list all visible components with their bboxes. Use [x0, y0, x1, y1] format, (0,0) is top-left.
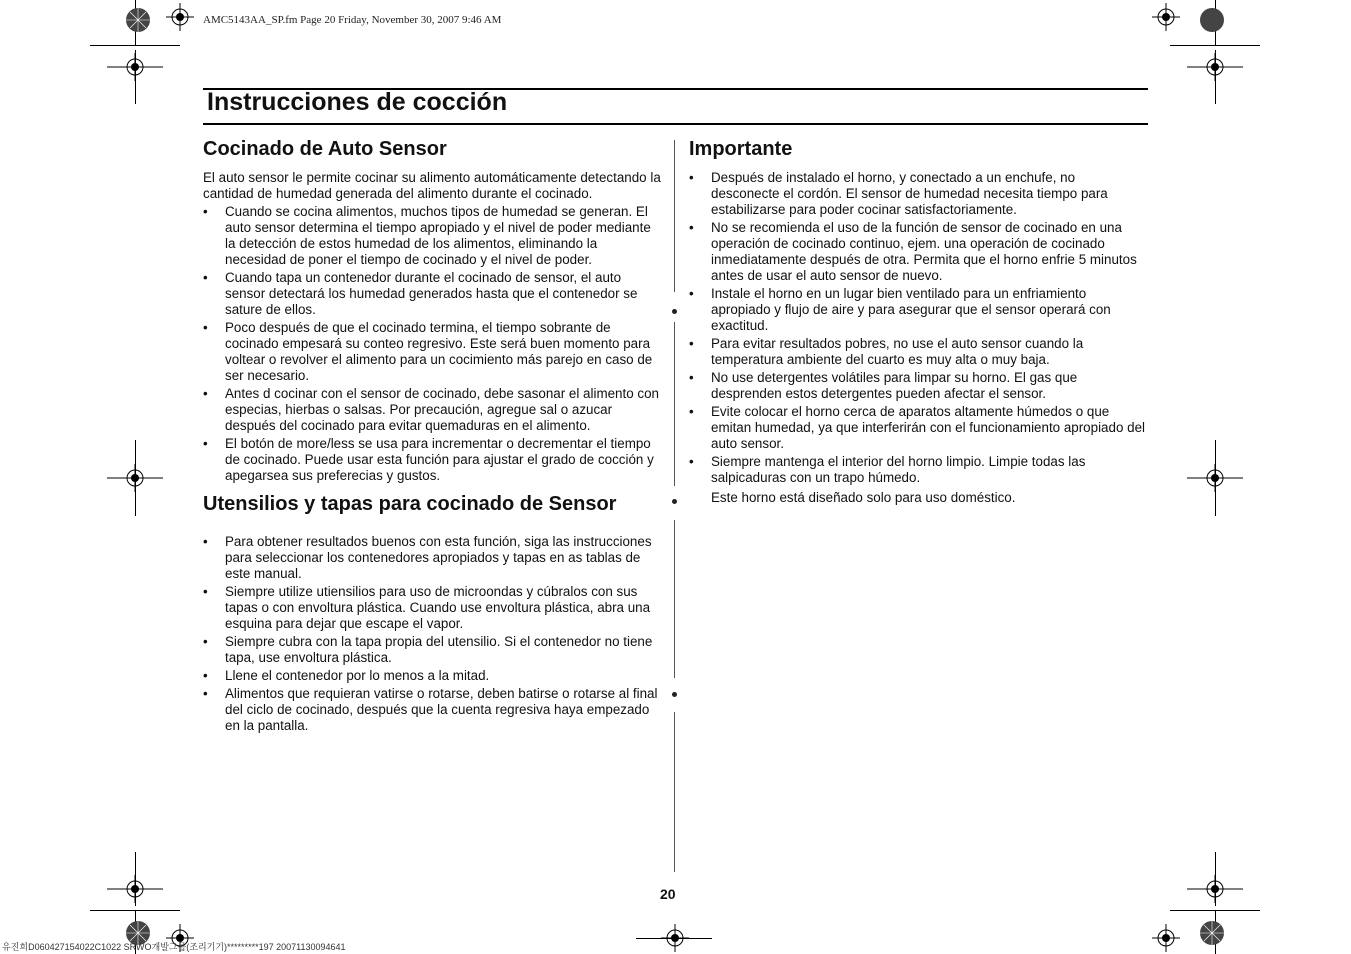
divider-dot: [672, 309, 677, 314]
list-item: • Poco después de que el cocinado termina, el tiempo sobrante de cocinado empesará su conteo regresivo. Este será buen momento para voltear o revolver el alimento para un cocimiento más parejo en caso de ser necesario.: [203, 320, 653, 383]
column-divider: [674, 140, 675, 292]
list-item: • Cuando se cocina alimentos, muchos tipos de humedad se generan. El auto sensor determina el tiempo apropiado y el nivel de poder mediante la detección de estos humedad de los alimentos, eliminando la necesidad de poner el tiempo de cocinado y el nivel de poder.: [203, 204, 651, 267]
bullet-icon: •: [689, 404, 694, 419]
domestic-use-note: Este horno está diseñado solo para uso doméstico.: [711, 490, 1016, 505]
auto-sensor-intro: El auto sensor le permite cocinar su alimento automáticamente detectando la cantidad de humedad generada del alimento durante el cocinado.: [203, 170, 661, 201]
bullet-icon: •: [689, 370, 694, 385]
list-item: • Evite colocar el horno cerca de aparatos altamente húmedos o que emitan humedad, ya que interferirán con el funcionamiento apropiado del auto sensor.: [689, 404, 1145, 451]
bullet-icon: •: [203, 534, 208, 549]
list-item: • El botón de more/less se usa para incrementar o decrementar el tiempo de cocinado. Puede usar esta función para ajustar el grado de cocción y apegarsea sus preferecias y gustos.: [203, 436, 654, 483]
list-item: • Para evitar resultados pobres, no use el auto sensor cuando la temperatura ambiente del cuarto es muy alta o muy baja.: [689, 336, 1084, 367]
bullet-icon: •: [203, 668, 208, 683]
list-item: • Llene el contenedor por lo menos a la mitad.: [203, 668, 490, 683]
importante-list: [689, 170, 1147, 486]
bullet-icon: •: [689, 454, 694, 469]
list-item: • Siempre utilize utiensilios para uso de microondas y cúbralos con sus tapas o con envoltura plástica. Cuando use envoltura plástica, abra una esquina para dejar que escape el vapor.: [203, 584, 651, 631]
list-item: • Siempre mantenga el interior del horno limpio. Limpie todas las salpicaduras con un trapo húmedo.: [689, 454, 1086, 485]
column-divider: [674, 712, 675, 872]
bullet-icon: •: [689, 170, 694, 185]
page-title: Instrucciones de cocción: [207, 88, 508, 116]
bullet-icon: •: [689, 286, 694, 301]
list-item: • Cuando tapa un contenedor durante el cocinado de sensor, el auto sensor detectará los humedad generados hasta que el contenedor se sature de ellos.: [203, 270, 638, 317]
column-divider: [674, 322, 675, 486]
bullet-icon: •: [203, 270, 208, 285]
bullet-icon: •: [689, 336, 694, 351]
bullet-icon: •: [203, 634, 208, 649]
footer-code: 유진희D060427154022C1022 SRWO개발그룹(조리기기)*********197 20071130094641: [2, 942, 346, 952]
list-item: • Para obtener resultados buenos con esta función, siga las instrucciones para seleccionar los contenedores apropiados y tapas en as tablas de este manual.: [203, 534, 652, 581]
section-heading-auto-sensor: Cocinado de Auto Sensor: [203, 138, 447, 160]
list-item: • Instale el horno en un lugar bien ventilado para un enfriamiento apropiado y flujo de aire y para asegurar que el sensor operará con exactitud.: [689, 286, 1111, 333]
list-item: • No use detergentes volátiles para limpar su horno. El gas que desprenden estos detergentes pueden afectar el sensor.: [689, 370, 1078, 401]
bullet-icon: •: [689, 220, 694, 235]
list-item: • Siempre cubra con la tapa propia del utensilio. Si el contenedor no tiene tapa, use envoltura plástica.: [203, 634, 653, 665]
list-item: • No se recomienda el uso de la función de sensor de cocinado en una operación de cocinado continuo, ejem. una operación de cocinado inmediatamente después de otra. Permita que el horno enfrie 5 minutos antes de usar el auto sensor de nuevo.: [689, 220, 1137, 283]
bullet-icon: •: [203, 686, 208, 701]
bullet-icon: •: [203, 320, 208, 335]
title-bottom-rule: [203, 123, 1148, 125]
list-item: • Después de instalado el horno, y conectado a un enchufe, no desconecte el cordón. El sensor de humedad necesita tiempo para estabilizarse para poder cocinar satisfactoriamente.: [689, 170, 1108, 217]
bullet-icon: •: [203, 436, 208, 451]
bullet-icon: •: [203, 204, 208, 219]
divider-dot: [672, 692, 677, 697]
page-number: 20: [660, 886, 676, 902]
list-item: • Alimentos que requieran vatirse o rotarse, deben batirse o rotarse al final del ciclo de cocinado, después que la cuenta regresiva haya empezado en la pantalla.: [203, 686, 658, 733]
bullet-icon: •: [203, 584, 208, 599]
column-divider: [674, 520, 675, 678]
divider-dot: [672, 499, 677, 504]
section-heading-importante: Importante: [689, 138, 793, 160]
utensils-list: [203, 534, 661, 734]
section-heading-utensils: Utensilios y tapas para cocinado de Sensor: [203, 493, 617, 515]
bullet-icon: •: [203, 386, 208, 401]
list-item: • Antes d cocinar con el sensor de cocinado, debe sasonar el alimento con especias, hierbas o salsas. Por precaución, agregue sal o azucar después del cocinado para evitar quemaduras en el alimento.: [203, 386, 659, 433]
file-info-header: AMC5143AA_SP.fm Page 20 Friday, November 30, 2007 9:46 AM: [203, 14, 502, 26]
left-column: [203, 137, 661, 736]
right-column: [689, 137, 1147, 506]
auto-sensor-list: [203, 204, 661, 484]
